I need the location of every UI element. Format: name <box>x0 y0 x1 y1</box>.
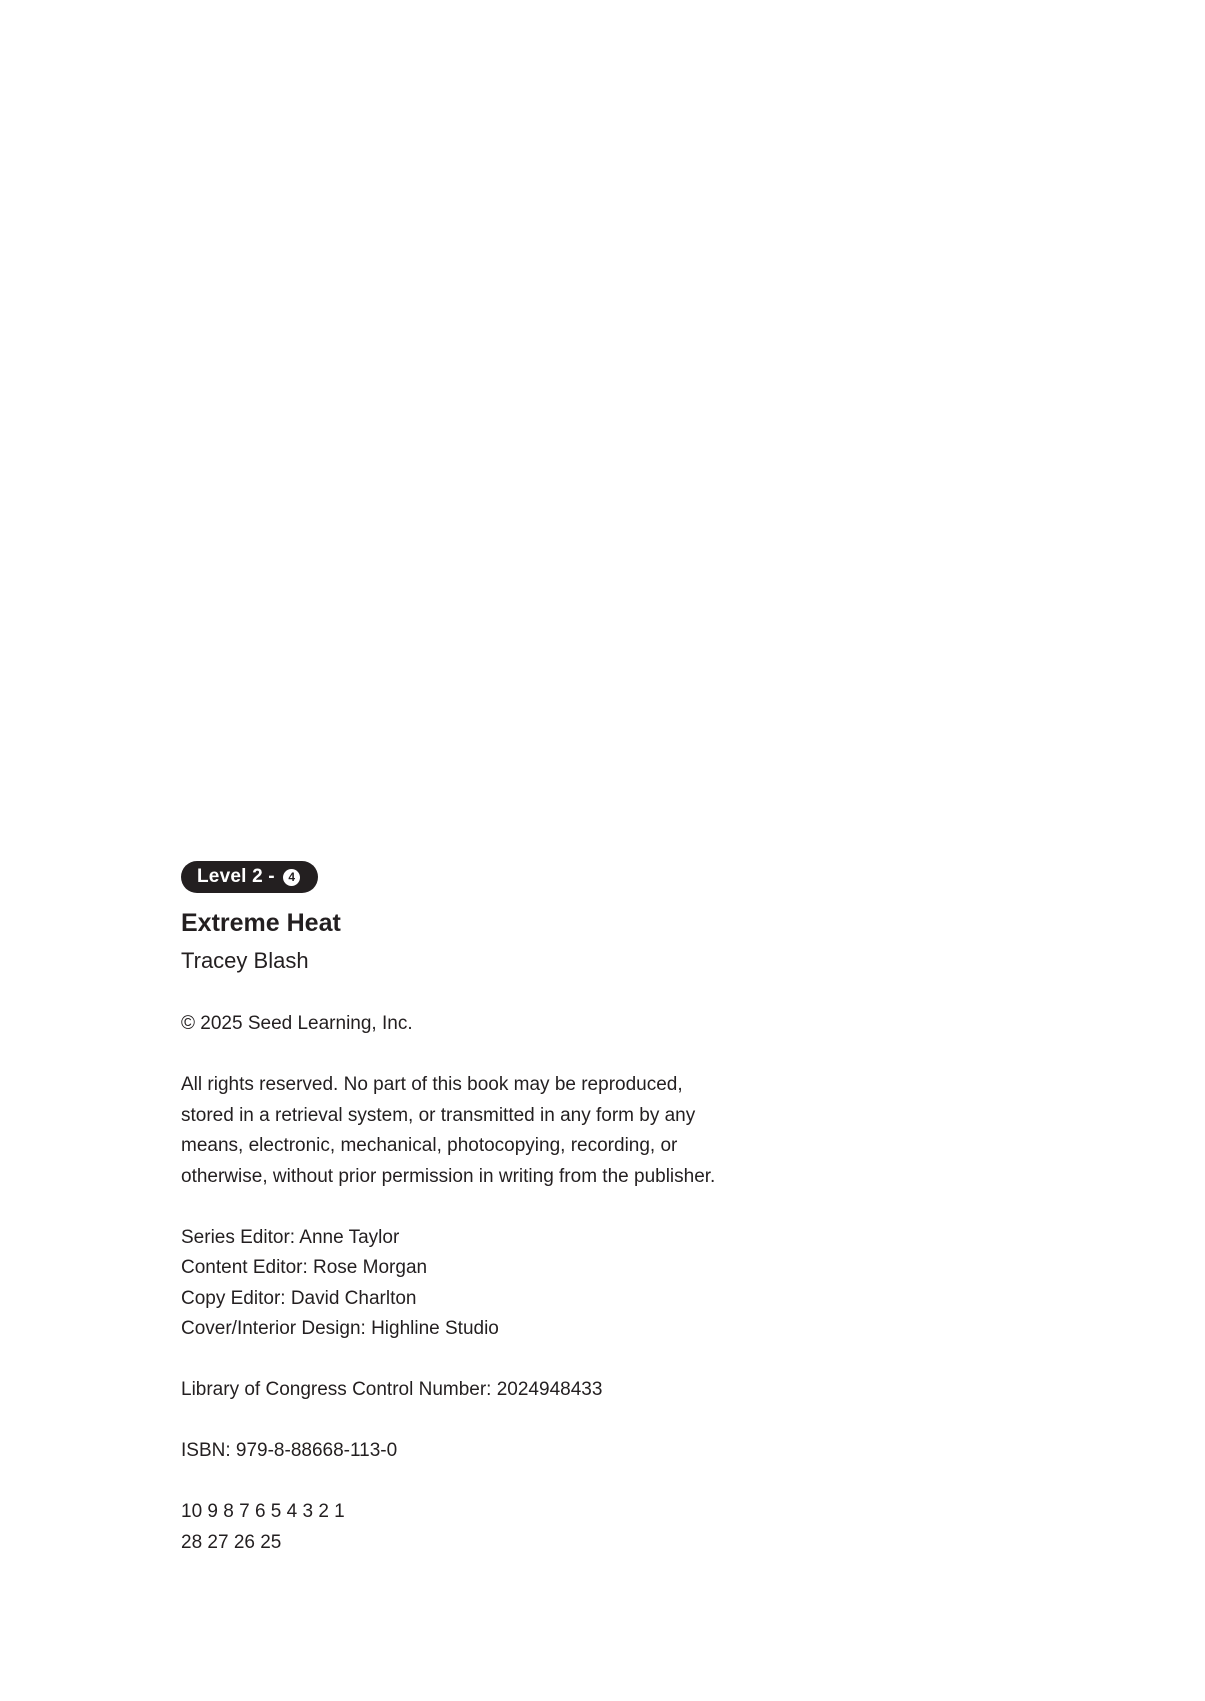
rights-line: means, electronic, mechanical, photocopying, recording, or <box>181 1135 678 1156</box>
rights-line: otherwise, without prior permission in writing from the publisher. <box>181 1165 716 1187</box>
rights-line: All rights reserved. No part of this book may be reproduced, <box>181 1074 683 1095</box>
credit-design: Cover/Interior Design: Highline Studio <box>181 1318 499 1339</box>
printing-line <box>181 1497 881 1558</box>
printing-numbers: 10 9 8 7 6 5 4 3 2 1 <box>181 1501 345 1522</box>
book-author: Tracey Blash <box>181 948 309 973</box>
copyright-notice: © 2025 Seed Learning, Inc. <box>181 1013 413 1034</box>
printing-years: 28 27 26 25 <box>181 1531 282 1553</box>
level-number-icon: 4 <box>283 869 300 886</box>
copyright-page <box>181 861 881 1558</box>
credit-content-editor: Content Editor: Rose Morgan <box>181 1257 428 1278</box>
level-badge-label: Level 2 - <box>197 866 281 887</box>
imprint-text <box>181 1009 881 1558</box>
credit-series-editor: Series Editor: Anne Taylor <box>181 1226 400 1248</box>
book-title: Extreme Heat <box>181 909 341 937</box>
rights-line: stored in a retrieval system, or transmitted in any form by any <box>181 1104 696 1126</box>
isbn-line: ISBN: 979-8-88668-113-0 <box>181 1440 398 1461</box>
level-badge <box>181 861 318 893</box>
credit-copy-editor: Copy Editor: David Charlton <box>181 1287 417 1309</box>
rights-statement <box>181 1070 881 1192</box>
credits-list <box>181 1223 881 1345</box>
lccn-line: Library of Congress Control Number: 2024948433 <box>181 1379 603 1400</box>
